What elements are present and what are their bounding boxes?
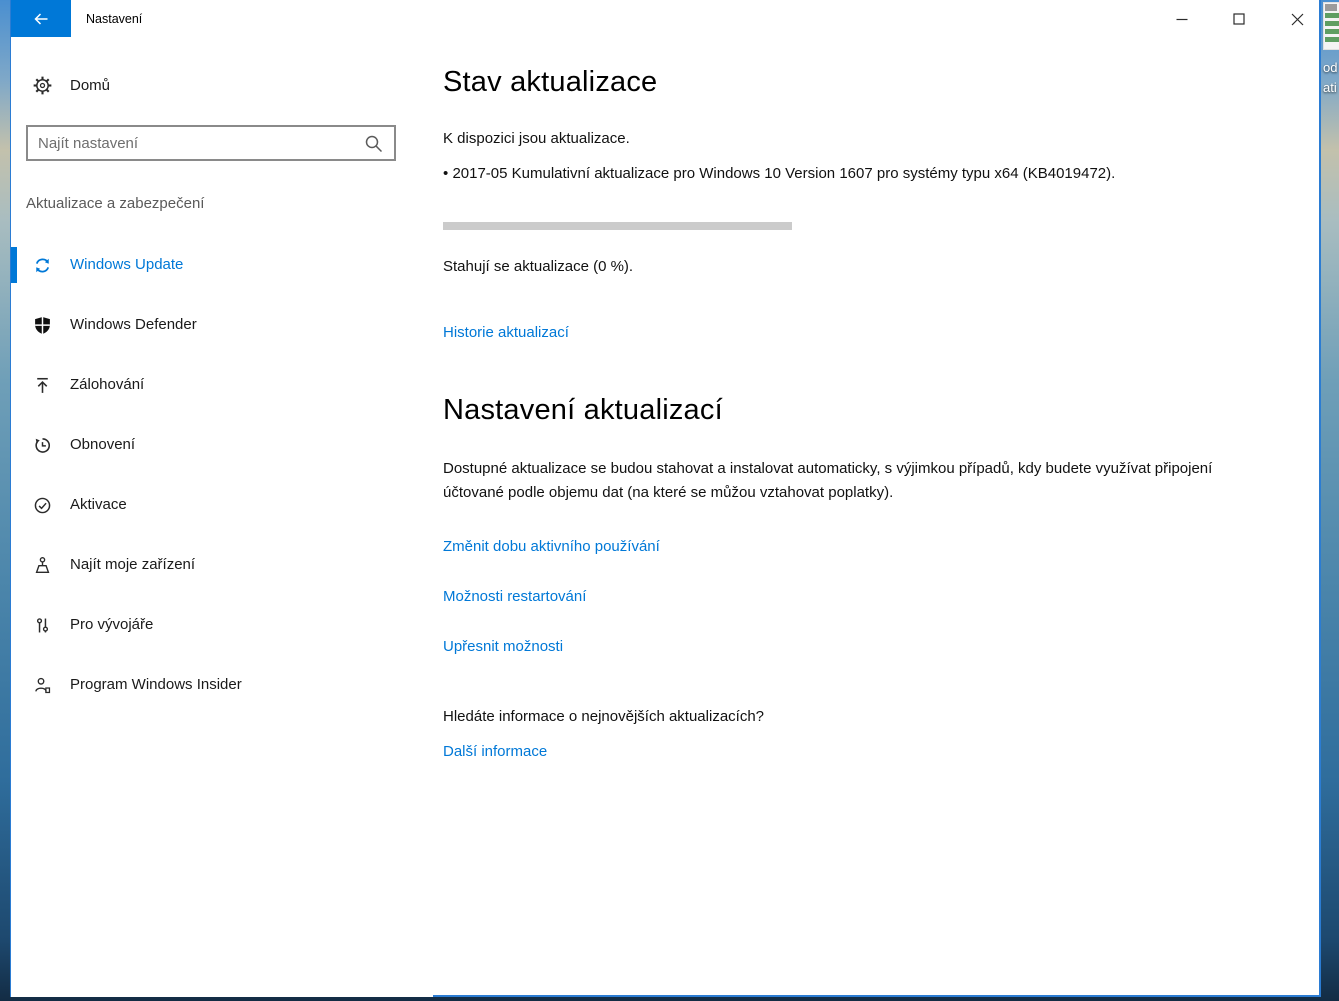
selection-indicator	[11, 247, 17, 283]
sidebar-item-label: Pro vývojáře	[70, 616, 154, 633]
sidebar-item-backup[interactable]	[11, 367, 433, 403]
latest-updates-question: Hledáte informace o nejnovějších aktualizacích?	[443, 708, 765, 725]
backup-icon	[33, 376, 52, 395]
update-list-item	[443, 165, 1115, 182]
activation-check-icon	[33, 496, 52, 515]
developer-tools-icon	[33, 616, 52, 635]
sidebar-home-label: Domů	[70, 76, 111, 94]
spreadsheet-desktop-icon[interactable]	[1323, 2, 1339, 50]
sidebar-item-activation[interactable]	[11, 487, 433, 523]
spreadsheet-icon-tab	[1325, 4, 1337, 11]
insider-person-icon	[33, 676, 52, 695]
settings-window	[10, 0, 1321, 997]
download-progress-bar	[443, 222, 792, 230]
sidebar-item-for-developers[interactable]	[11, 607, 433, 643]
sync-icon	[33, 256, 52, 275]
settings-search-box[interactable]	[26, 125, 396, 161]
window-title: Nastavení	[86, 12, 143, 26]
update-history-link[interactable]: Historie aktualizací	[443, 324, 569, 341]
spreadsheet-icon-row	[1325, 37, 1339, 42]
sidebar	[11, 37, 433, 997]
sidebar-item-label: Zálohování	[70, 376, 145, 393]
desktop-icon-label-fragment: ati	[1323, 80, 1337, 95]
sidebar-item-windows-defender[interactable]	[11, 307, 433, 343]
bullet: •	[443, 165, 449, 182]
recovery-icon	[33, 436, 52, 455]
sidebar-item-label: Windows Update	[70, 256, 184, 273]
desktop-icon-label-fragment: od	[1323, 60, 1338, 75]
maximize-button[interactable]	[1226, 6, 1252, 32]
more-info-link[interactable]: Další informace	[443, 743, 548, 760]
minimize-button[interactable]	[1169, 6, 1195, 32]
maximize-icon	[1232, 12, 1246, 26]
sidebar-item-label: Aktivace	[70, 496, 127, 513]
update-item-text: 2017-05 Kumulativní aktualizace pro Windows 10 Version 1607 pro systémy typu x64 (KB4019472).	[452, 165, 1116, 182]
update-settings-description: Dostupné aktualizace se budou stahovat a instalovat automaticky, s výjimkou případů, kdy budete využívat připojení účtované podle objemu dat (na které se můžou vztahovat poplatky).	[443, 460, 1213, 501]
sidebar-section-label: Aktualizace a zabezpečení	[26, 195, 205, 212]
back-arrow-icon	[32, 10, 50, 28]
search-input[interactable]	[28, 127, 394, 159]
sidebar-item-windows-insider[interactable]	[11, 667, 433, 703]
minimize-icon	[1175, 12, 1189, 26]
update-status-heading: Stav aktualizace	[443, 66, 658, 98]
find-device-icon	[33, 556, 52, 575]
main-content	[443, 37, 1303, 997]
sidebar-item-label: Program Windows Insider	[70, 676, 242, 693]
titlebar	[11, 0, 1319, 37]
sidebar-item-recovery[interactable]	[11, 427, 433, 463]
search-icon[interactable]	[362, 132, 386, 156]
close-icon	[1290, 12, 1305, 27]
spreadsheet-icon-row	[1325, 21, 1339, 26]
change-active-hours-link[interactable]: Změnit dobu aktivního používání	[443, 538, 660, 555]
spreadsheet-icon-row	[1325, 29, 1339, 34]
advanced-options-link[interactable]: Upřesnit možnosti	[443, 638, 564, 655]
restart-options-link[interactable]: Možnosti restartování	[443, 588, 587, 605]
sidebar-item-home[interactable]	[11, 67, 433, 103]
shield-icon	[33, 316, 52, 335]
sidebar-item-windows-update[interactable]	[11, 247, 433, 283]
updates-available-text: K dispozici jsou aktualizace.	[443, 130, 630, 147]
update-settings-heading: Nastavení aktualizací	[443, 394, 723, 426]
downloading-status-text: Stahují se aktualizace (0 %).	[443, 258, 634, 275]
sidebar-item-label: Windows Defender	[70, 316, 197, 333]
sidebar-item-label: Najít moje zařízení	[70, 556, 196, 573]
back-button[interactable]	[11, 0, 71, 37]
sidebar-item-find-my-device[interactable]	[11, 547, 433, 583]
close-button[interactable]	[1284, 6, 1310, 32]
spreadsheet-icon-row	[1325, 13, 1339, 18]
gear-icon	[33, 76, 52, 95]
sidebar-item-label: Obnovení	[70, 436, 136, 453]
